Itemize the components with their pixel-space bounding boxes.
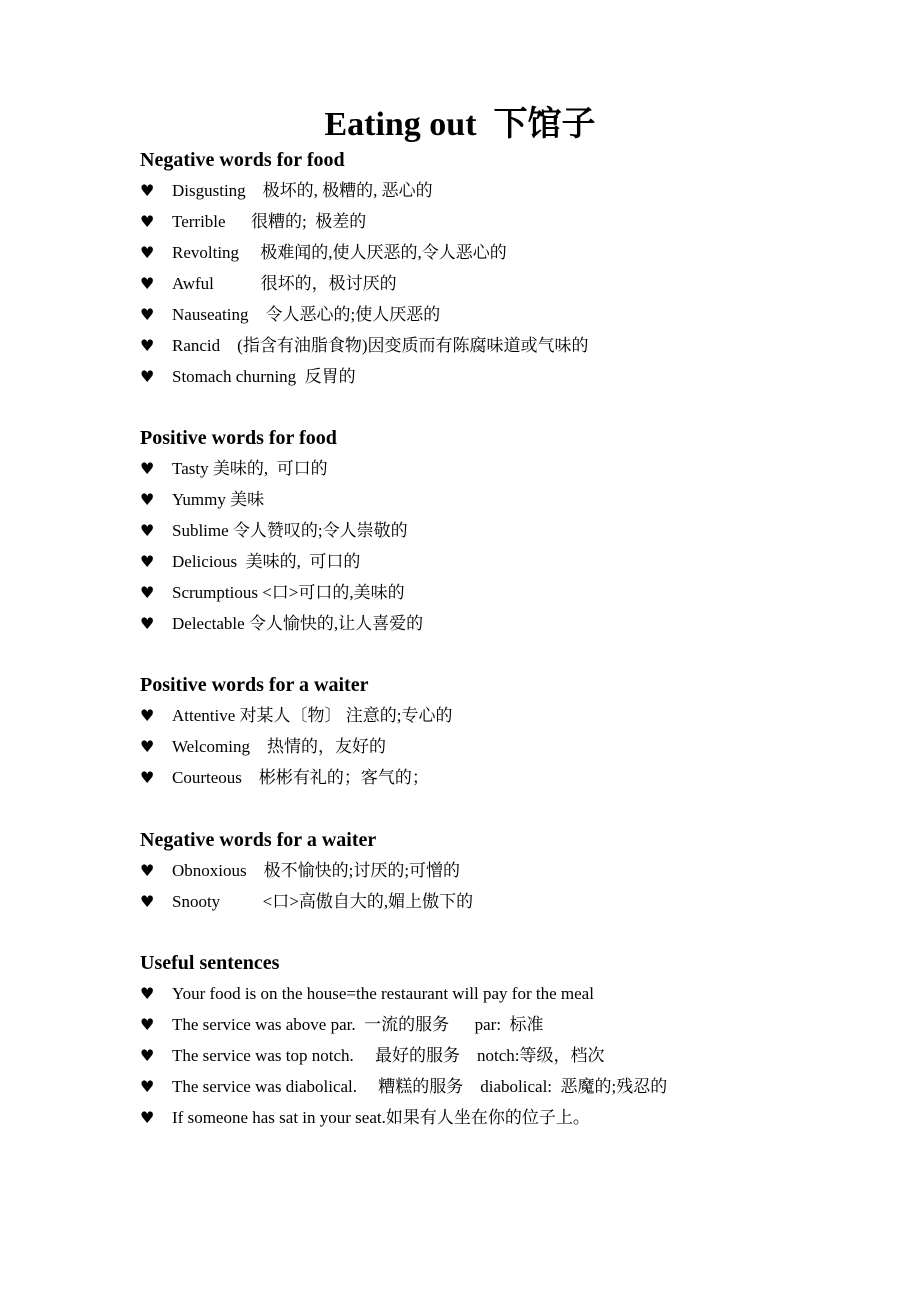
section-negative-food [140, 145, 900, 393]
list-item-text: If someone has sat in your seat.如果有人坐在你的位子上。 [172, 1108, 590, 1127]
list-item [140, 362, 900, 393]
list-item-text: Rancid (指含有油脂食物)因变质而有陈腐味道或气味的 [172, 336, 589, 355]
list-item-text: Terrible 很糟的; 极差的 [172, 212, 367, 231]
list-item [140, 238, 900, 269]
list-item-text: Your food is on the house=the restaurant will pay for the meal [172, 984, 594, 1003]
heart-bullet-icon: ♥ [140, 367, 155, 386]
section-positive-food [140, 423, 900, 640]
heart-bullet-icon: ♥ [140, 181, 155, 200]
list-item-text: Delectable 令人愉快的,让人喜爱的 [172, 614, 424, 633]
word-list [140, 454, 900, 640]
list-item-text: Disgusting 极坏的, 极糟的, 恶心的 [172, 181, 433, 200]
heart-bullet-icon: ♥ [140, 243, 155, 262]
list-item-text: Delicious 美味的, 可口的 [172, 552, 361, 571]
heart-bullet-icon: ♥ [140, 274, 155, 293]
list-item-text: Attentive 对某人〔物〕 注意的;专心的 [172, 706, 453, 725]
list-item [140, 578, 900, 609]
list-item-text: Revolting 极难闻的,使人厌恶的,令人恶心的 [172, 243, 507, 262]
heart-bullet-icon: ♥ [140, 737, 155, 756]
list-item [140, 1041, 900, 1072]
list-item-text: Obnoxious 极不愉快的;讨厌的;可憎的 [172, 861, 461, 880]
list-item-text: Nauseating 令人恶心的;使人厌恶的 [172, 305, 441, 324]
list-item [140, 732, 900, 763]
section-positive-waiter [140, 670, 900, 794]
list-item-text: Scrumptious <口>可口的,美味的 [172, 583, 405, 602]
heart-bullet-icon: ♥ [140, 706, 155, 725]
list-item [140, 176, 900, 207]
list-item-text: Courteous 彬彬有礼的；客气的； [172, 768, 429, 787]
heart-bullet-icon: ♥ [140, 212, 155, 231]
word-list [140, 856, 900, 918]
section-heading: Useful sentences [140, 952, 280, 974]
list-item-text: Sublime 令人赞叹的;令人崇敬的 [172, 521, 408, 540]
list-item [140, 269, 900, 300]
heart-bullet-icon: ♥ [140, 984, 155, 1003]
page-title: Eating out 下馆子 [324, 106, 596, 143]
heart-bullet-icon: ♥ [140, 892, 155, 911]
heart-bullet-icon: ♥ [140, 861, 155, 880]
heart-bullet-icon: ♥ [140, 1046, 155, 1065]
heart-bullet-icon: ♥ [140, 1077, 155, 1096]
list-item [140, 331, 900, 362]
list-item [140, 887, 900, 918]
list-item [140, 485, 900, 516]
list-item [140, 516, 900, 547]
list-item [140, 454, 900, 485]
list-item [140, 979, 900, 1010]
list-item [140, 856, 900, 887]
list-item [140, 763, 900, 794]
word-list [140, 701, 900, 794]
heart-bullet-icon: ♥ [140, 490, 155, 509]
heart-bullet-icon: ♥ [140, 305, 155, 324]
heart-bullet-icon: ♥ [140, 552, 155, 571]
sentence-list [140, 979, 900, 1134]
heart-bullet-icon: ♥ [140, 1015, 155, 1034]
section-negative-waiter [140, 825, 900, 918]
section-heading: Negative words for a waiter [140, 829, 377, 851]
list-item [140, 701, 900, 732]
heart-bullet-icon: ♥ [140, 459, 155, 478]
section-heading: Positive words for food [140, 427, 337, 449]
heart-bullet-icon: ♥ [140, 583, 155, 602]
list-item [140, 1010, 900, 1041]
list-item-text: The service was diabolical. 糟糕的服务 diabolical: 恶魔的;残忍的 [172, 1077, 668, 1096]
heart-bullet-icon: ♥ [140, 521, 155, 540]
heart-bullet-icon: ♥ [140, 1108, 155, 1127]
section-heading: Positive words for a waiter [140, 674, 369, 696]
heart-bullet-icon: ♥ [140, 336, 155, 355]
section-heading: Negative words for food [140, 149, 345, 171]
list-item [140, 207, 900, 238]
list-item-text: Snooty <口>高傲自大的,媚上傲下的 [172, 892, 474, 911]
list-item [140, 609, 900, 640]
list-item [140, 1072, 900, 1103]
section-useful-sentences [140, 948, 900, 1134]
list-item [140, 1103, 900, 1134]
list-item-text: Welcoming 热情的，友好的 [172, 737, 386, 756]
list-item-text: Tasty 美味的, 可口的 [172, 459, 328, 478]
heart-bullet-icon: ♥ [140, 614, 155, 633]
list-item [140, 300, 900, 331]
list-item-text: The service was above par. 一流的服务 par: 标准 [172, 1015, 544, 1034]
list-item-text: Stomach churning 反胃的 [172, 367, 356, 386]
word-list [140, 176, 900, 393]
list-item-text: Awful 很坏的，极讨厌的 [172, 274, 397, 293]
list-item [140, 547, 900, 578]
list-item-text: The service was top notch. 最好的服务 notch:等级，档次 [172, 1046, 605, 1065]
heart-bullet-icon: ♥ [140, 768, 155, 787]
list-item-text: Yummy 美味 [172, 490, 265, 509]
